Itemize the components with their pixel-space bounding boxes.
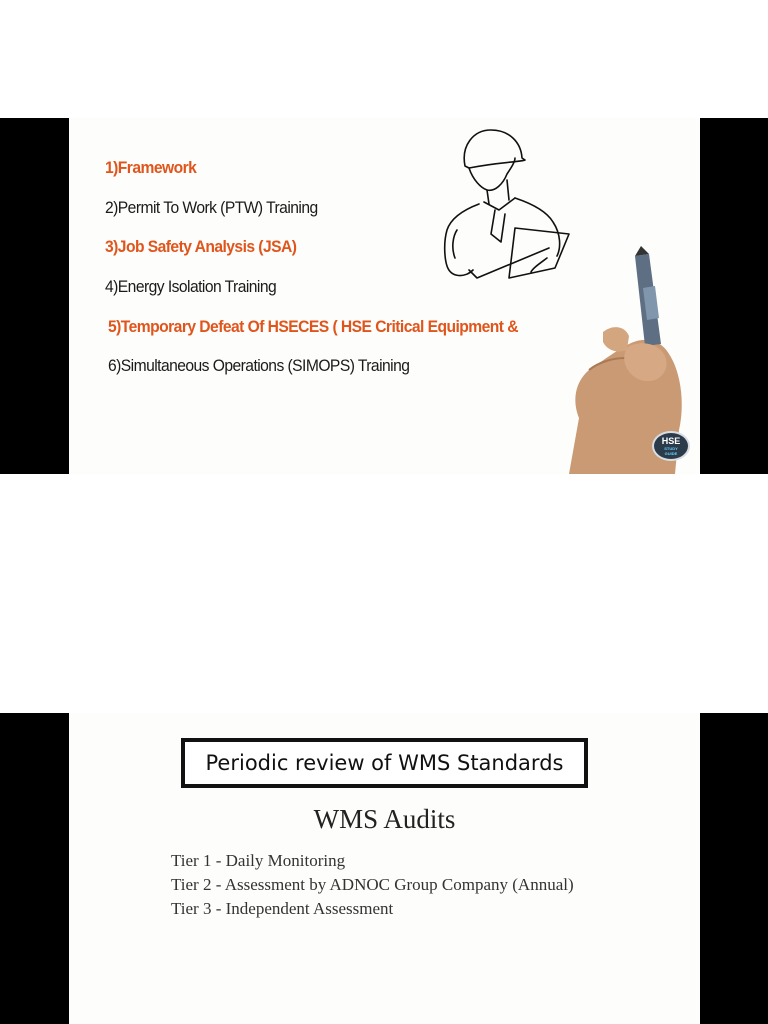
list-item-ptw: 2)Permit To Work (PTW) Training (105, 198, 318, 217)
bottom-video-frame (0, 713, 768, 1024)
list-item-jsa: 3)Job Safety Analysis (JSA) (105, 237, 297, 256)
hse-study-guide-logo (652, 431, 690, 461)
top-slide (69, 118, 700, 474)
list-item-hseces: 5)Temporary Defeat Of HSECES ( HSE Critical Equipment & (108, 317, 518, 336)
worker-and-hand-illustration (429, 118, 700, 474)
tier-3-text: Tier 3 - Independent Assessment (171, 899, 394, 918)
tier-1-text: Tier 1 - Daily Monitoring (171, 851, 346, 870)
tier-2-text: Tier 2 - Assessment by ADNOC Group Company (Annual) (171, 875, 574, 894)
list-item-framework: 1)Framework (105, 158, 197, 177)
logo-text-hse: HSE (661, 435, 681, 446)
periodic-review-title-box: Periodic review of WMS Standards (181, 738, 588, 788)
top-video-frame (0, 118, 768, 474)
wms-audits-heading: WMS Audits (313, 804, 456, 834)
logo-text-study: STUDY (664, 445, 678, 451)
bottom-slide (69, 713, 700, 1024)
logo-text-guide: GUIDE (664, 450, 678, 456)
list-item-simops: 6)Simultaneous Operations (SIMOPS) Training (108, 356, 410, 375)
list-item-energy-isolation: 4)Energy Isolation Training (105, 277, 277, 296)
